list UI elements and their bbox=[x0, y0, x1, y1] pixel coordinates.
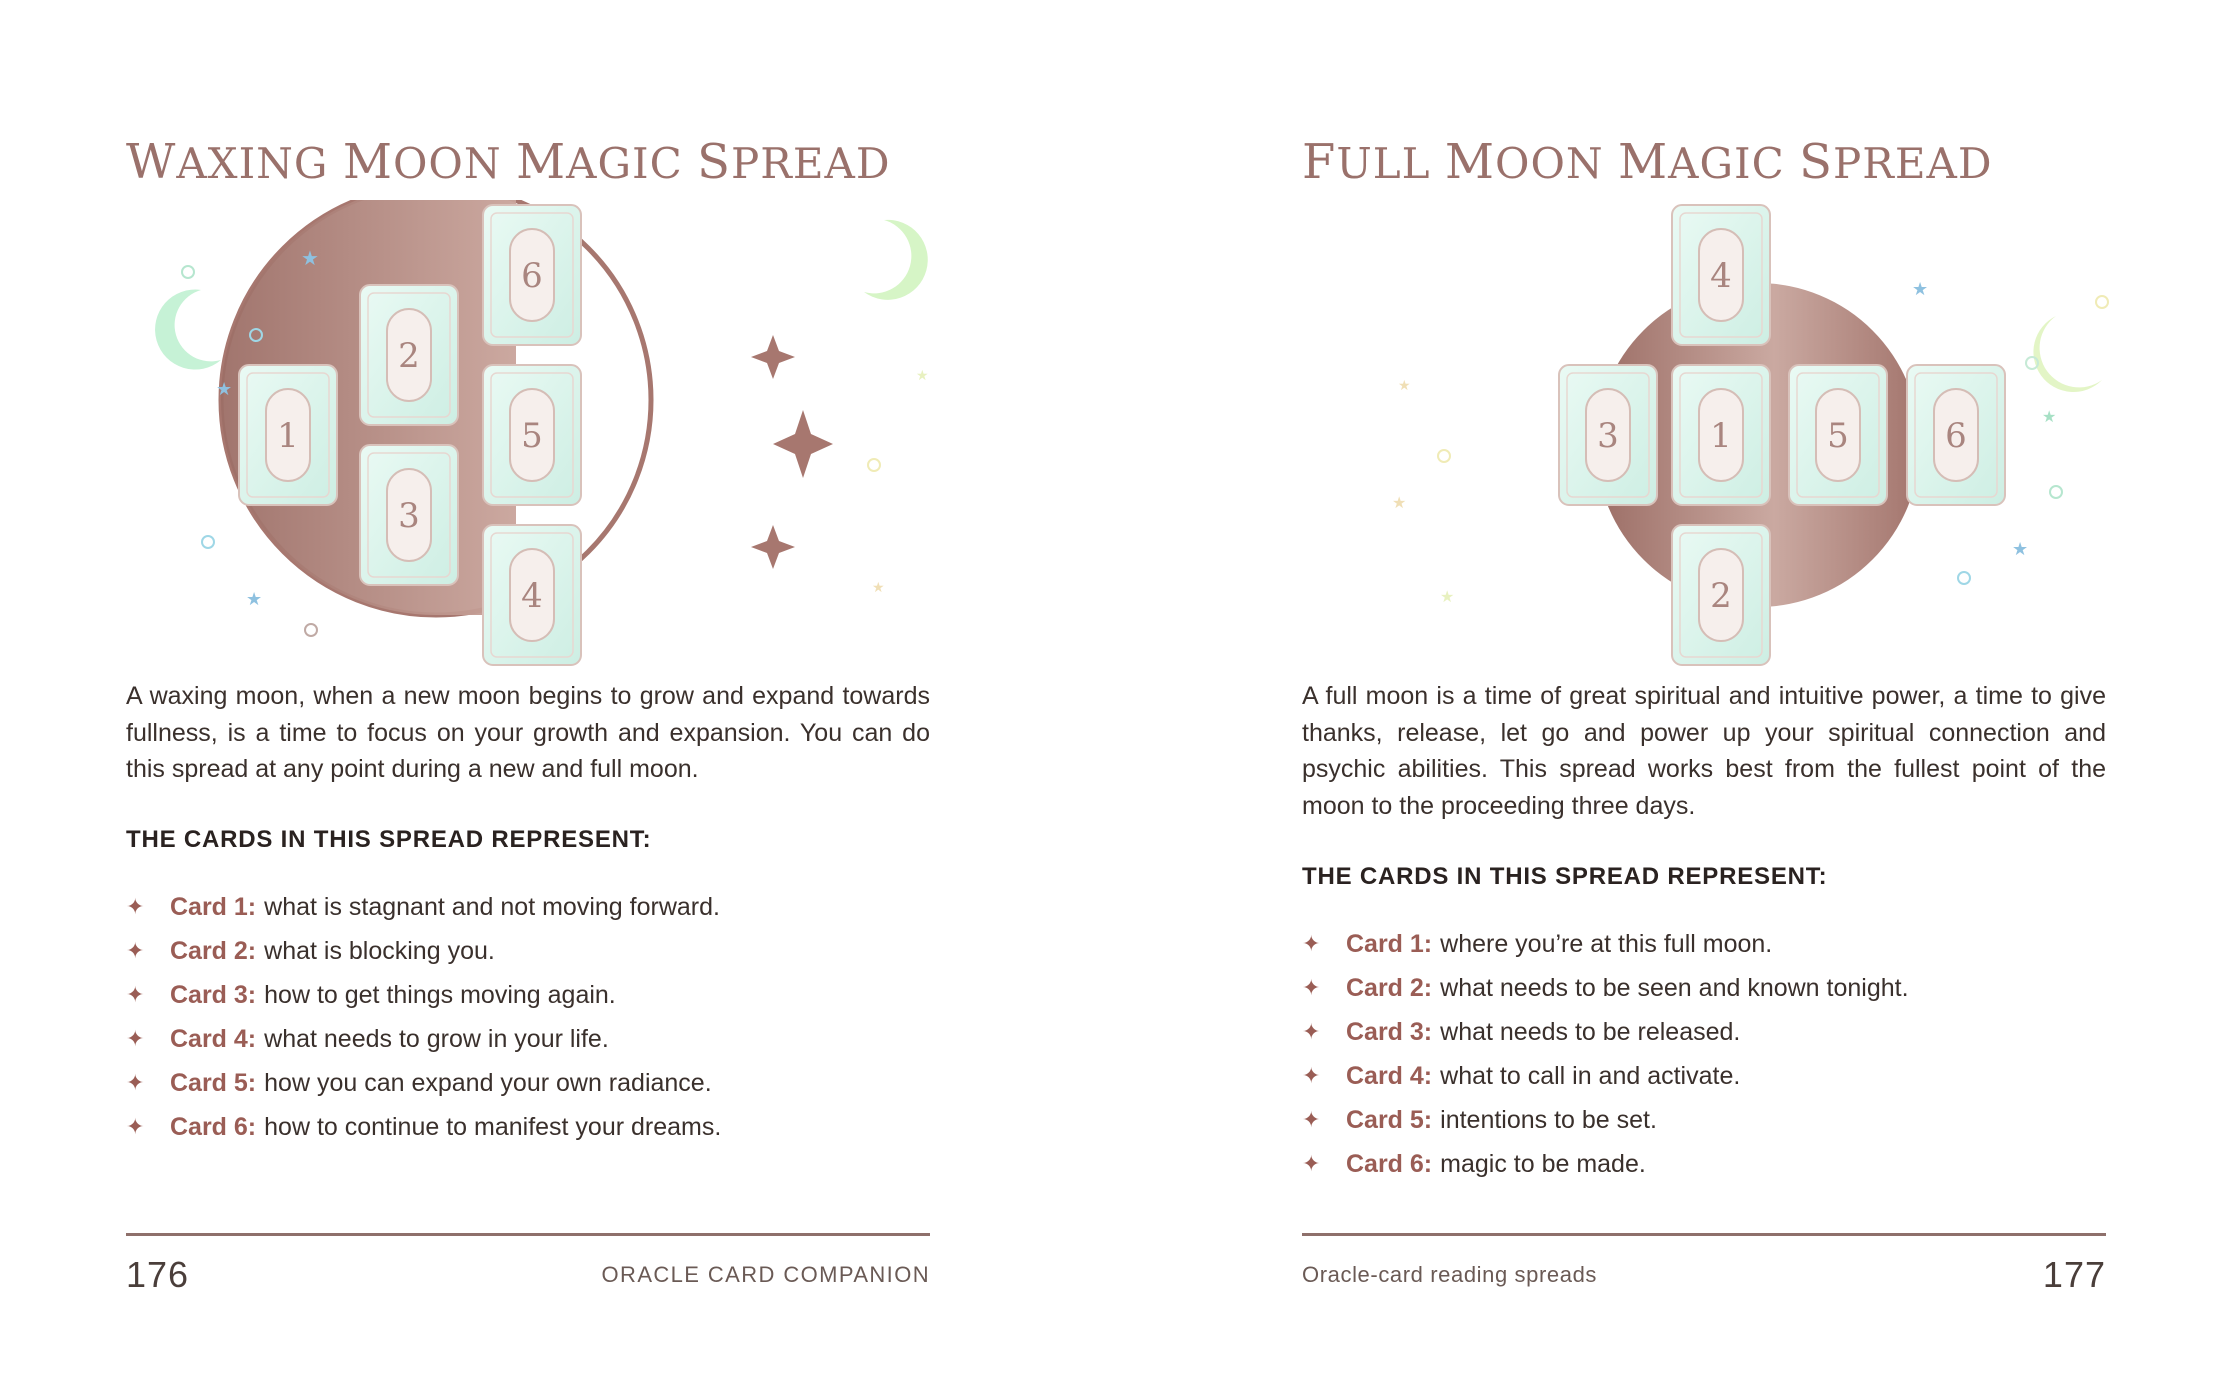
list-item: ✦ Card 2: what is blocking you. bbox=[126, 936, 495, 965]
spread-card-5 bbox=[483, 365, 581, 505]
crescent-moon-icon bbox=[1402, 224, 1464, 303]
svg-text:★: ★ bbox=[2042, 409, 2057, 426]
spread-card-2 bbox=[360, 285, 458, 425]
sparkle-bullet-icon: ✦ bbox=[1302, 975, 1321, 1000]
svg-text:5: 5 bbox=[521, 416, 543, 456]
spread-card-2 bbox=[1672, 525, 1770, 665]
crescent-moon-icon bbox=[864, 220, 928, 300]
svg-text:★: ★ bbox=[1398, 377, 1411, 393]
crescent-moon-icon bbox=[155, 290, 221, 370]
sparkle-bullet-icon: ✦ bbox=[126, 1070, 145, 1095]
svg-text:★: ★ bbox=[2012, 539, 2029, 559]
running-head: ORACLE CARD COMPANION bbox=[601, 1262, 930, 1287]
spread-card-6 bbox=[483, 205, 581, 345]
sparkle-bullet-icon: ✦ bbox=[1302, 931, 1321, 956]
svg-text:★: ★ bbox=[1440, 589, 1455, 606]
list-item: ✦ Card 2: what needs to be seen and known tonight. bbox=[1302, 973, 1909, 1002]
running-head: Oracle-card reading spreads bbox=[1302, 1262, 1598, 1287]
right-page-title: FULL MOON MAGIC SPREAD bbox=[1302, 134, 1993, 190]
list-item: ✦ Card 1: where you’re at this full moon. bbox=[1302, 929, 1773, 958]
spread-card-1 bbox=[239, 365, 337, 505]
page-number: 177 bbox=[2042, 1254, 2106, 1295]
right-cards-subheading: THE CARDS IN THIS SPREAD REPRESENT: bbox=[1302, 863, 1828, 890]
svg-text:4: 4 bbox=[521, 576, 543, 616]
list-item: ✦ Card 5: intentions to be set. bbox=[1302, 1105, 1657, 1134]
spread-card-4 bbox=[483, 525, 581, 665]
crescent-moon-icon bbox=[2033, 316, 2102, 392]
svg-text:6: 6 bbox=[1945, 416, 1967, 456]
spread-card-6 bbox=[1907, 365, 2005, 505]
right-page bbox=[1302, 0, 2106, 1373]
spread-card-3 bbox=[1559, 365, 1657, 505]
sparkle-bullet-icon: ✦ bbox=[126, 1026, 145, 1051]
sparkle-bullet-icon: ✦ bbox=[1302, 1107, 1321, 1132]
right-card-meanings-list bbox=[1302, 922, 2106, 1186]
svg-text:4: 4 bbox=[1710, 256, 1732, 296]
svg-text:5: 5 bbox=[1827, 416, 1849, 456]
list-item: ✦ Card 3: how to get things moving again. bbox=[126, 980, 616, 1009]
left-intro-paragraph: A waxing moon, when a new moon begins to grow and expand towards fullness, is a time to focus on your growth and expansion. You can do this spread at any point during a new and full moon. bbox=[126, 682, 930, 783]
svg-text:1: 1 bbox=[277, 416, 299, 456]
spread-card-3 bbox=[360, 445, 458, 585]
sparkle-bullet-icon: ✦ bbox=[126, 1114, 145, 1139]
star-icon: ★ bbox=[246, 589, 263, 609]
page-number: 176 bbox=[126, 1254, 190, 1295]
svg-text:6: 6 bbox=[521, 256, 543, 296]
spread-card-1 bbox=[1672, 365, 1770, 505]
list-item: ✦ Card 1: what is stagnant and not moving forward. bbox=[126, 892, 720, 921]
list-item: ✦ Card 6: magic to be made. bbox=[1302, 1149, 1646, 1178]
sparkle-icon bbox=[751, 525, 795, 569]
svg-text:1: 1 bbox=[1710, 416, 1732, 456]
spread-card-5 bbox=[1789, 365, 1887, 505]
sparkle-bullet-icon: ✦ bbox=[126, 938, 145, 963]
left-card-meanings-list bbox=[126, 885, 930, 1149]
sparkle-bullet-icon: ✦ bbox=[126, 894, 145, 919]
left-page bbox=[126, 0, 930, 1373]
svg-text:3: 3 bbox=[398, 496, 420, 536]
left-page-title: WAXING MOON MAGIC SPREAD bbox=[126, 134, 891, 190]
spread-card-4 bbox=[1672, 205, 1770, 345]
sparkle-bullet-icon: ✦ bbox=[1302, 1151, 1321, 1176]
list-item: ✦ Card 4: what to call in and activate. bbox=[1302, 1061, 1741, 1090]
sparkle-bullet-icon: ✦ bbox=[126, 982, 145, 1007]
svg-text:★: ★ bbox=[872, 579, 885, 595]
sparkle-bullet-icon: ✦ bbox=[1302, 1063, 1321, 1088]
svg-text:★: ★ bbox=[916, 367, 929, 383]
list-item: ✦ Card 4: what needs to grow in your life. bbox=[126, 1024, 609, 1053]
waxing-moon-spread-illustration bbox=[96, 200, 966, 670]
svg-text:3: 3 bbox=[1597, 416, 1619, 456]
left-cards-subheading: THE CARDS IN THIS SPREAD REPRESENT: bbox=[126, 826, 652, 853]
svg-text:★: ★ bbox=[1392, 495, 1407, 512]
sparkle-icon bbox=[751, 335, 795, 379]
star-icon: ★ bbox=[1912, 279, 1929, 299]
star-icon: ★ bbox=[301, 248, 319, 270]
star-icon: ★ bbox=[216, 379, 233, 399]
list-item: ✦ Card 5: how you can expand your own radiance. bbox=[126, 1068, 712, 1097]
list-item: ✦ Card 3: what needs to be released. bbox=[1302, 1017, 1741, 1046]
footer-rule bbox=[1302, 1233, 2106, 1236]
list-item: ✦ Card 6: how to continue to manifest your dreams. bbox=[126, 1112, 722, 1141]
right-intro-paragraph: A full moon is a time of great spiritual and intuitive power, a time to give thanks, release, let go and power up your spiritual connection and psychic abilities. This spread works best from the fullest point of the moon to the proceeding three days. bbox=[1302, 682, 2106, 820]
sparkle-icon bbox=[773, 410, 833, 478]
sparkle-bullet-icon: ✦ bbox=[1302, 1019, 1321, 1044]
full-moon-spread-illustration bbox=[1272, 200, 2142, 670]
svg-text:2: 2 bbox=[398, 336, 420, 376]
svg-text:2: 2 bbox=[1710, 576, 1732, 616]
footer-rule bbox=[126, 1233, 930, 1236]
